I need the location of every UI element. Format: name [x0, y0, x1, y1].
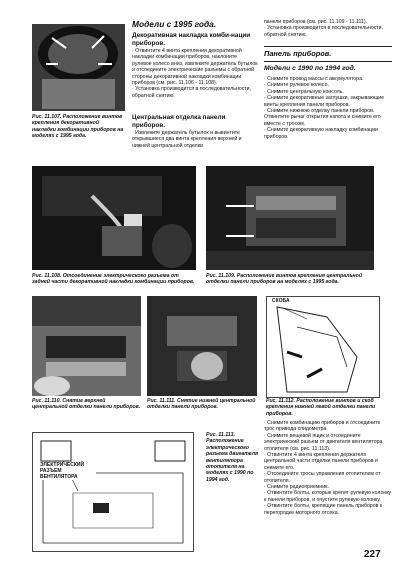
- col3-continued-text: [264, 19, 392, 38]
- figure-11-111-photo: [147, 296, 257, 396]
- figure-11-109-caption: Рис. 11.109. Расположение винтов крепления центральной отделки панели приборов на моделях с 1995 года.: [206, 273, 363, 286]
- paragraph: · Извлеките держатель бутылок и вывинтите открывшиеся два винта крепления верхней и нижней центральной отделки: [132, 130, 242, 149]
- bracket-label: СКОБА: [272, 298, 290, 304]
- step: · Отвинтите 4 винта крепления держателя центральной части отделки панели приборов и снимите его.: [264, 452, 378, 471]
- step: · Снимите декоративную накладку комбинации приборов.: [264, 127, 378, 140]
- paragraph: панели приборов (см. рис. 11.109 - 11.111).: [264, 19, 368, 25]
- center-trim-heading: Центральная отделка панели приборов.: [132, 114, 226, 129]
- step: · Снимите рулевое колесо.: [264, 82, 329, 89]
- figure-11-113-caption: Рис. 11.113. Расположение электрического разъема двигателя вентилятора отопителя на моделях с 1990 по 1994 год.: [206, 432, 259, 483]
- decor-panel-heading: Декоративная накладка комби-нации приборов.: [132, 32, 251, 47]
- figure-11-112-caption: Рис. 11.112. Расположение винтов и скоб крепления нижней левой отделки панели приборов.: [266, 398, 376, 417]
- step: · Снимите комбинацию приборов и отсоедините трос привода спидометра.: [264, 420, 381, 433]
- center-trim-text: [132, 130, 258, 149]
- figure-11-111-caption: Рис. 11.111. Снятие нижней центральной отделки панели приборов.: [147, 398, 256, 411]
- models-1990-1994-heading: Модели с 1990 по 1994 год.: [264, 65, 356, 72]
- step: · Снимите вещевой ящик и отсоедините электрический разъем от двигателя вентилятора отопителя (см. рис. 11.113).: [264, 432, 383, 452]
- instrument-panel-heading: Панель приборов.: [264, 49, 332, 58]
- paragraph: · Установка производится в последовательности, обратной снятию.: [132, 86, 252, 99]
- bottom-steps: [264, 420, 392, 516]
- step: · Отвинтите болты, которые крепят рулевую колонку к панели приборов, и опустите рулевую колонку.: [264, 490, 392, 503]
- step: · Отвинтите болты, крепящие панель приборов к перегородке моторного отсека.: [264, 503, 383, 516]
- figure-11-110-caption: Рис. 11.110. Снятие верхней центральной отделки панели приборов.: [32, 398, 141, 411]
- step: · Снимите декоративные заглушки, закрывающие винты крепления панели приборов.: [264, 95, 385, 108]
- figure-11-113-drawing: [32, 432, 194, 552]
- paragraph: · Отвинтите 4 винта крепления декоративной накладки комбинации приборов, наклоните рулевое колесо вниз, извлеките держатель бутылок и отсоедините электрические разъемы с обратной стороны декоративной накладки комбинации приборов (см. рис. 11.106 - 11.108).: [132, 48, 258, 87]
- figure-11-107-caption: Рис. 11.107. Расположение винтов крепления декоративной накладки комбинации приборов на моделях с 1995 года.: [32, 114, 124, 140]
- figure-11-109-photo: [206, 166, 374, 270]
- page-number: 227: [364, 549, 381, 560]
- connector-label: ЭЛЕКТРИЧЕСКИЙ РАЗЪЕМ ВЕНТИЛЯТОРА: [40, 462, 96, 480]
- step: · Снимите радиоприемник.: [264, 484, 329, 491]
- step: · Снимите провод массы с аккумулятора.: [264, 76, 364, 82]
- section-rule: [264, 46, 392, 47]
- step: · Снимите нижнюю отделку панели приборов. Отвинтите рычаг открытия капота и снимите его вместе с тросом.: [264, 108, 381, 127]
- figure-11-110-photo: [32, 296, 141, 396]
- figure-11-108-photo: [32, 166, 196, 270]
- section-rule: [264, 61, 392, 62]
- figure-11-108-caption: Рис. 11.108. Отсоединение электрического разъема от задней части декоративной накладки комбинации приборов.: [32, 273, 195, 286]
- step: · Отсоедините тросы управления отопителем от отопителя.: [264, 471, 381, 484]
- figure-11-107-photo: [32, 24, 125, 111]
- figure-11-112-drawing: [266, 296, 380, 398]
- step: · Снимите центральную консоль.: [264, 88, 344, 95]
- paragraph: · Установка производится в последовательности, обратной снятию.: [264, 25, 384, 38]
- instrument-panel-steps: [264, 76, 392, 140]
- decor-panel-text: [132, 48, 258, 99]
- models-1995-heading: Модели с 1995 года.: [132, 19, 217, 29]
